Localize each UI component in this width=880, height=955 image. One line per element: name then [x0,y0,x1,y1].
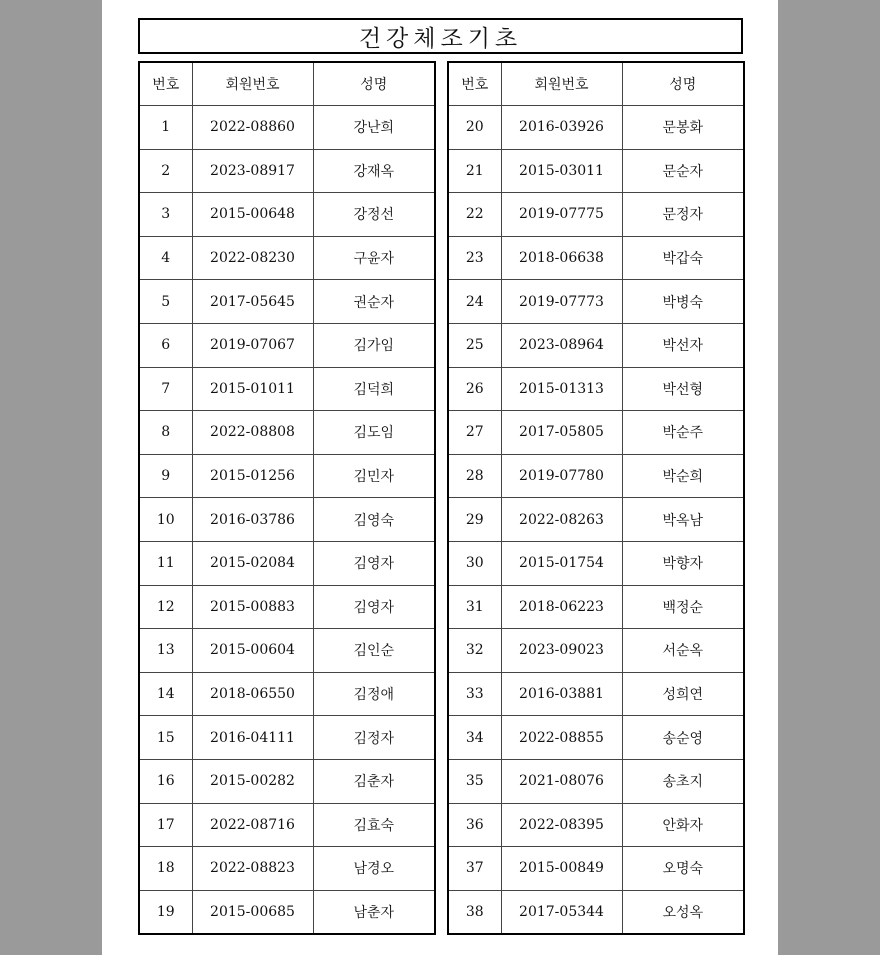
table-row [139,672,435,716]
table-row [448,236,744,280]
cell-name: 김정애 [313,672,435,716]
cell-no: 15 [139,716,192,760]
header-name: 성명 [622,62,744,106]
cell-member-id: 2022-08855 [501,716,622,760]
cell-no: 35 [448,759,501,803]
table-row [139,585,435,629]
table-row [448,454,744,498]
table-row [139,803,435,847]
cell-no: 34 [448,716,501,760]
table-row [139,411,435,455]
table-row [448,323,744,367]
table-row [448,367,744,411]
cell-name: 김영자 [313,541,435,585]
cell-member-id: 2019-07067 [192,323,313,367]
table-row [139,759,435,803]
cell-name: 김춘자 [313,759,435,803]
table-row [139,454,435,498]
cell-name: 오성옥 [622,890,744,934]
cell-no: 3 [139,193,192,237]
header-member-id: 회원번호 [192,62,313,106]
cell-name: 구윤자 [313,236,435,280]
header-no: 번호 [448,62,501,106]
table-row [448,672,744,716]
table-row [139,280,435,324]
cell-name: 서순옥 [622,629,744,673]
cell-member-id: 2022-08716 [192,803,313,847]
cell-name: 박순주 [622,411,744,455]
cell-no: 26 [448,367,501,411]
cell-member-id: 2023-09023 [501,629,622,673]
cell-name: 강재옥 [313,149,435,193]
cell-name: 오명숙 [622,847,744,891]
cell-member-id: 2019-07780 [501,454,622,498]
cell-member-id: 2016-03786 [192,498,313,542]
cell-member-id: 2015-01313 [501,367,622,411]
cell-name: 김영숙 [313,498,435,542]
table-row [448,193,744,237]
cell-no: 5 [139,280,192,324]
cell-name: 박순희 [622,454,744,498]
table-row [448,803,744,847]
cell-no: 4 [139,236,192,280]
cell-member-id: 2023-08964 [501,323,622,367]
table-row [139,236,435,280]
cell-member-id: 2023-08917 [192,149,313,193]
cell-member-id: 2022-08808 [192,411,313,455]
table-row [139,106,435,150]
cell-no: 16 [139,759,192,803]
header-row [139,62,435,106]
cell-name: 박향자 [622,541,744,585]
cell-name: 권순자 [313,280,435,324]
cell-member-id: 2015-01754 [501,541,622,585]
cell-name: 김영자 [313,585,435,629]
cell-member-id: 2018-06638 [501,236,622,280]
cell-name: 박선형 [622,367,744,411]
table-row [139,890,435,934]
cell-name: 김효숙 [313,803,435,847]
table-row [448,149,744,193]
cell-no: 36 [448,803,501,847]
cell-member-id: 2019-07775 [501,193,622,237]
table-row [448,847,744,891]
cell-name: 문순자 [622,149,744,193]
cell-name: 안화자 [622,803,744,847]
cell-name: 김도임 [313,411,435,455]
table-row [448,541,744,585]
roster-table-right [447,61,745,935]
table-row [448,716,744,760]
cell-no: 12 [139,585,192,629]
cell-name: 송순영 [622,716,744,760]
cell-member-id: 2022-08395 [501,803,622,847]
roster-table-left [138,61,436,935]
cell-member-id: 2022-08263 [501,498,622,542]
cell-no: 30 [448,541,501,585]
cell-name: 박갑숙 [622,236,744,280]
cell-member-id: 2021-08076 [501,759,622,803]
cell-name: 김정자 [313,716,435,760]
table-row [139,498,435,542]
cell-member-id: 2015-00883 [192,585,313,629]
cell-no: 32 [448,629,501,673]
cell-no: 23 [448,236,501,280]
cell-no: 20 [448,106,501,150]
cell-no: 21 [448,149,501,193]
cell-no: 25 [448,323,501,367]
cell-member-id: 2017-05645 [192,280,313,324]
cell-name: 박병숙 [622,280,744,324]
cell-no: 13 [139,629,192,673]
cell-name: 김가임 [313,323,435,367]
cell-name: 송초지 [622,759,744,803]
table-row [448,280,744,324]
cell-name: 문정자 [622,193,744,237]
table-row [139,193,435,237]
cell-name: 김인순 [313,629,435,673]
cell-member-id: 2015-00849 [501,847,622,891]
cell-no: 18 [139,847,192,891]
cell-no: 31 [448,585,501,629]
table-row [448,759,744,803]
cell-no: 11 [139,541,192,585]
header-row [448,62,744,106]
cell-no: 17 [139,803,192,847]
table-row [448,411,744,455]
cell-no: 10 [139,498,192,542]
cell-name: 남경오 [313,847,435,891]
cell-member-id: 2022-08860 [192,106,313,150]
cell-member-id: 2022-08230 [192,236,313,280]
table-row [139,149,435,193]
header-member-id: 회원번호 [501,62,622,106]
cell-member-id: 2018-06223 [501,585,622,629]
cell-member-id: 2015-00648 [192,193,313,237]
cell-name: 성희연 [622,672,744,716]
table-row [139,541,435,585]
cell-name: 남춘자 [313,890,435,934]
table-row [448,106,744,150]
table-row [139,847,435,891]
cell-no: 19 [139,890,192,934]
cell-member-id: 2022-08823 [192,847,313,891]
cell-member-id: 2019-07773 [501,280,622,324]
cell-member-id: 2015-00685 [192,890,313,934]
cell-member-id: 2015-02084 [192,541,313,585]
cell-member-id: 2016-04111 [192,716,313,760]
cell-no: 8 [139,411,192,455]
cell-member-id: 2015-03011 [501,149,622,193]
cell-name: 강난희 [313,106,435,150]
cell-no: 7 [139,367,192,411]
cell-member-id: 2017-05344 [501,890,622,934]
cell-name: 김덕희 [313,367,435,411]
cell-name: 백정순 [622,585,744,629]
cell-member-id: 2018-06550 [192,672,313,716]
cell-name: 문봉화 [622,106,744,150]
table-row [139,367,435,411]
cell-member-id: 2015-00604 [192,629,313,673]
cell-member-id: 2015-00282 [192,759,313,803]
cell-member-id: 2016-03926 [501,106,622,150]
header-name: 성명 [313,62,435,106]
document-title: 건강체조기초 [138,18,743,54]
cell-no: 24 [448,280,501,324]
cell-no: 6 [139,323,192,367]
cell-no: 1 [139,106,192,150]
cell-name: 박옥남 [622,498,744,542]
table-row [448,890,744,934]
cell-no: 14 [139,672,192,716]
table-row [448,629,744,673]
table-row [139,629,435,673]
cell-member-id: 2016-03881 [501,672,622,716]
cell-no: 22 [448,193,501,237]
table-row [139,323,435,367]
cell-no: 37 [448,847,501,891]
cell-name: 박선자 [622,323,744,367]
cell-name: 김민자 [313,454,435,498]
cell-no: 2 [139,149,192,193]
cell-member-id: 2015-01256 [192,454,313,498]
cell-no: 9 [139,454,192,498]
cell-no: 28 [448,454,501,498]
cell-member-id: 2017-05805 [501,411,622,455]
table-row [448,498,744,542]
cell-no: 27 [448,411,501,455]
table-row [448,585,744,629]
cell-name: 강정선 [313,193,435,237]
cell-no: 29 [448,498,501,542]
document-page [102,0,778,955]
cell-member-id: 2015-01011 [192,367,313,411]
cell-no: 38 [448,890,501,934]
cell-no: 33 [448,672,501,716]
header-no: 번호 [139,62,192,106]
table-row [139,716,435,760]
